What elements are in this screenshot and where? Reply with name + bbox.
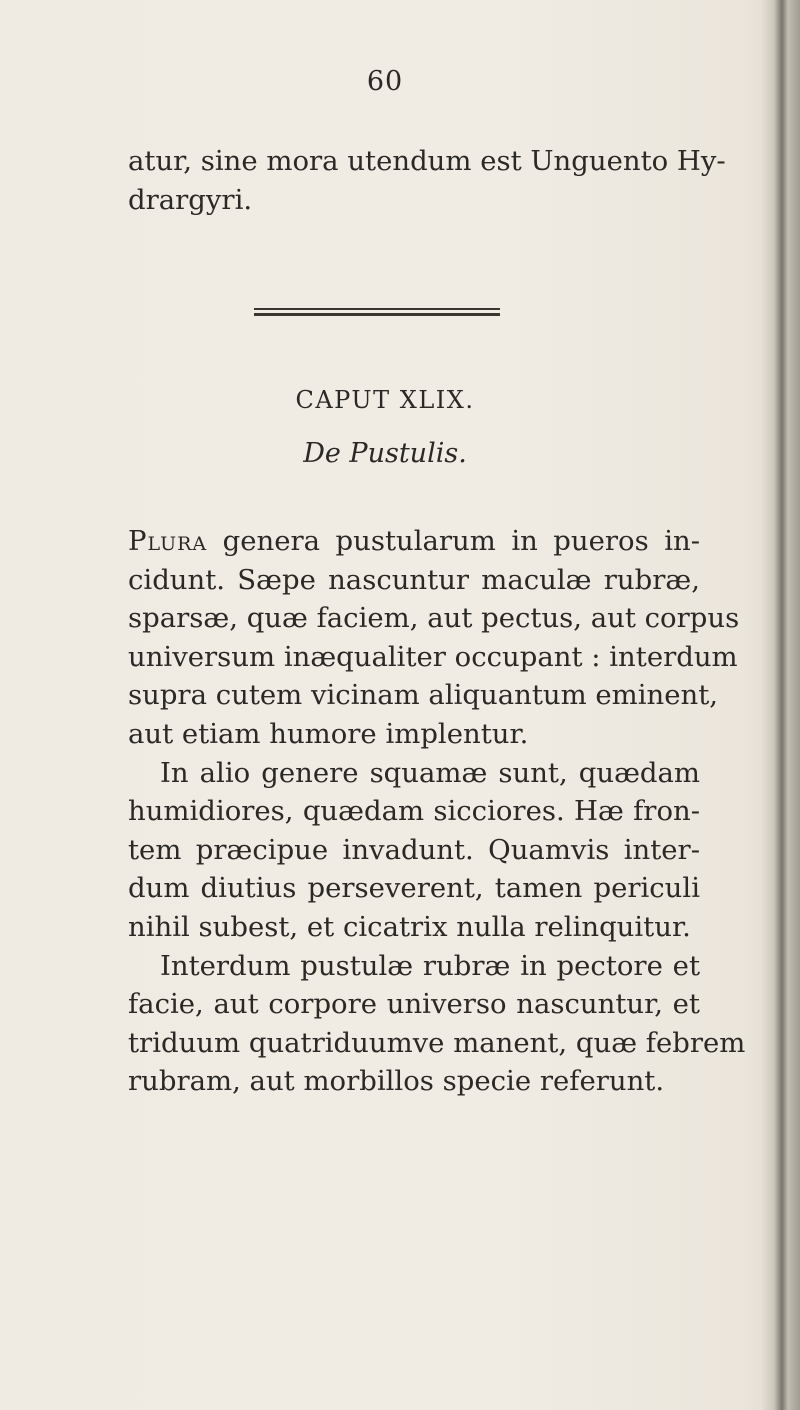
text-line: sparsæ, quæ faciem, aut pectus, aut corpus [128,602,740,635]
text-line: supra cutem vicinam aliquantum eminent, [128,679,719,712]
chapter-body [128,522,746,1101]
text-line: rubram, aut morbillos specie referunt. [128,1065,665,1098]
divider-rule [254,308,500,310]
opening-text [128,142,726,219]
section-divider [254,308,500,318]
paragraph-2 [128,754,700,947]
page-number: 60 [366,66,404,97]
book-spine-shadow [760,0,800,1410]
first-line-rest: genera pustularum in pueros in- [222,525,700,557]
text-line: aut etiam humore implentur. [128,717,529,750]
chapter-heading: CAPUT XLIX. [295,386,475,414]
text-line: In alio genere squamæ sunt, quædam [160,756,700,789]
text-line: universum inæqualiter occupant : interdum [128,640,738,673]
text-line: humidiores, quædam sicciores. Hæ fron- [128,795,700,828]
text-line: atur, sine mora utendum est Unguento Hy- [128,145,726,177]
text-line: triduum quatriduumve manent, quæ febrem [128,1026,746,1059]
text-line: dum diutius perseverent, tamen periculi [128,872,700,905]
text-line: nihil subest, et cicatrix nulla relinquitur. [128,910,691,943]
text-line [128,522,700,561]
chapter-subtitle: De Pustulis. [303,438,467,469]
divider-rule [254,313,500,316]
lead-word: Plura [128,525,208,557]
text-line: Interdum pustulæ rubræ in pectore et [160,949,700,982]
text-line: cidunt. Sæpe nascuntur maculæ rubræ, [128,563,700,596]
text-line: facie, aut corpore universo nascuntur, et [128,988,700,1021]
paragraph-3 [128,947,746,1101]
text-line: drargyri. [128,183,253,216]
text-line: tem præcipue invadunt. Quamvis inter- [128,833,700,866]
paragraph-1 [128,522,740,754]
